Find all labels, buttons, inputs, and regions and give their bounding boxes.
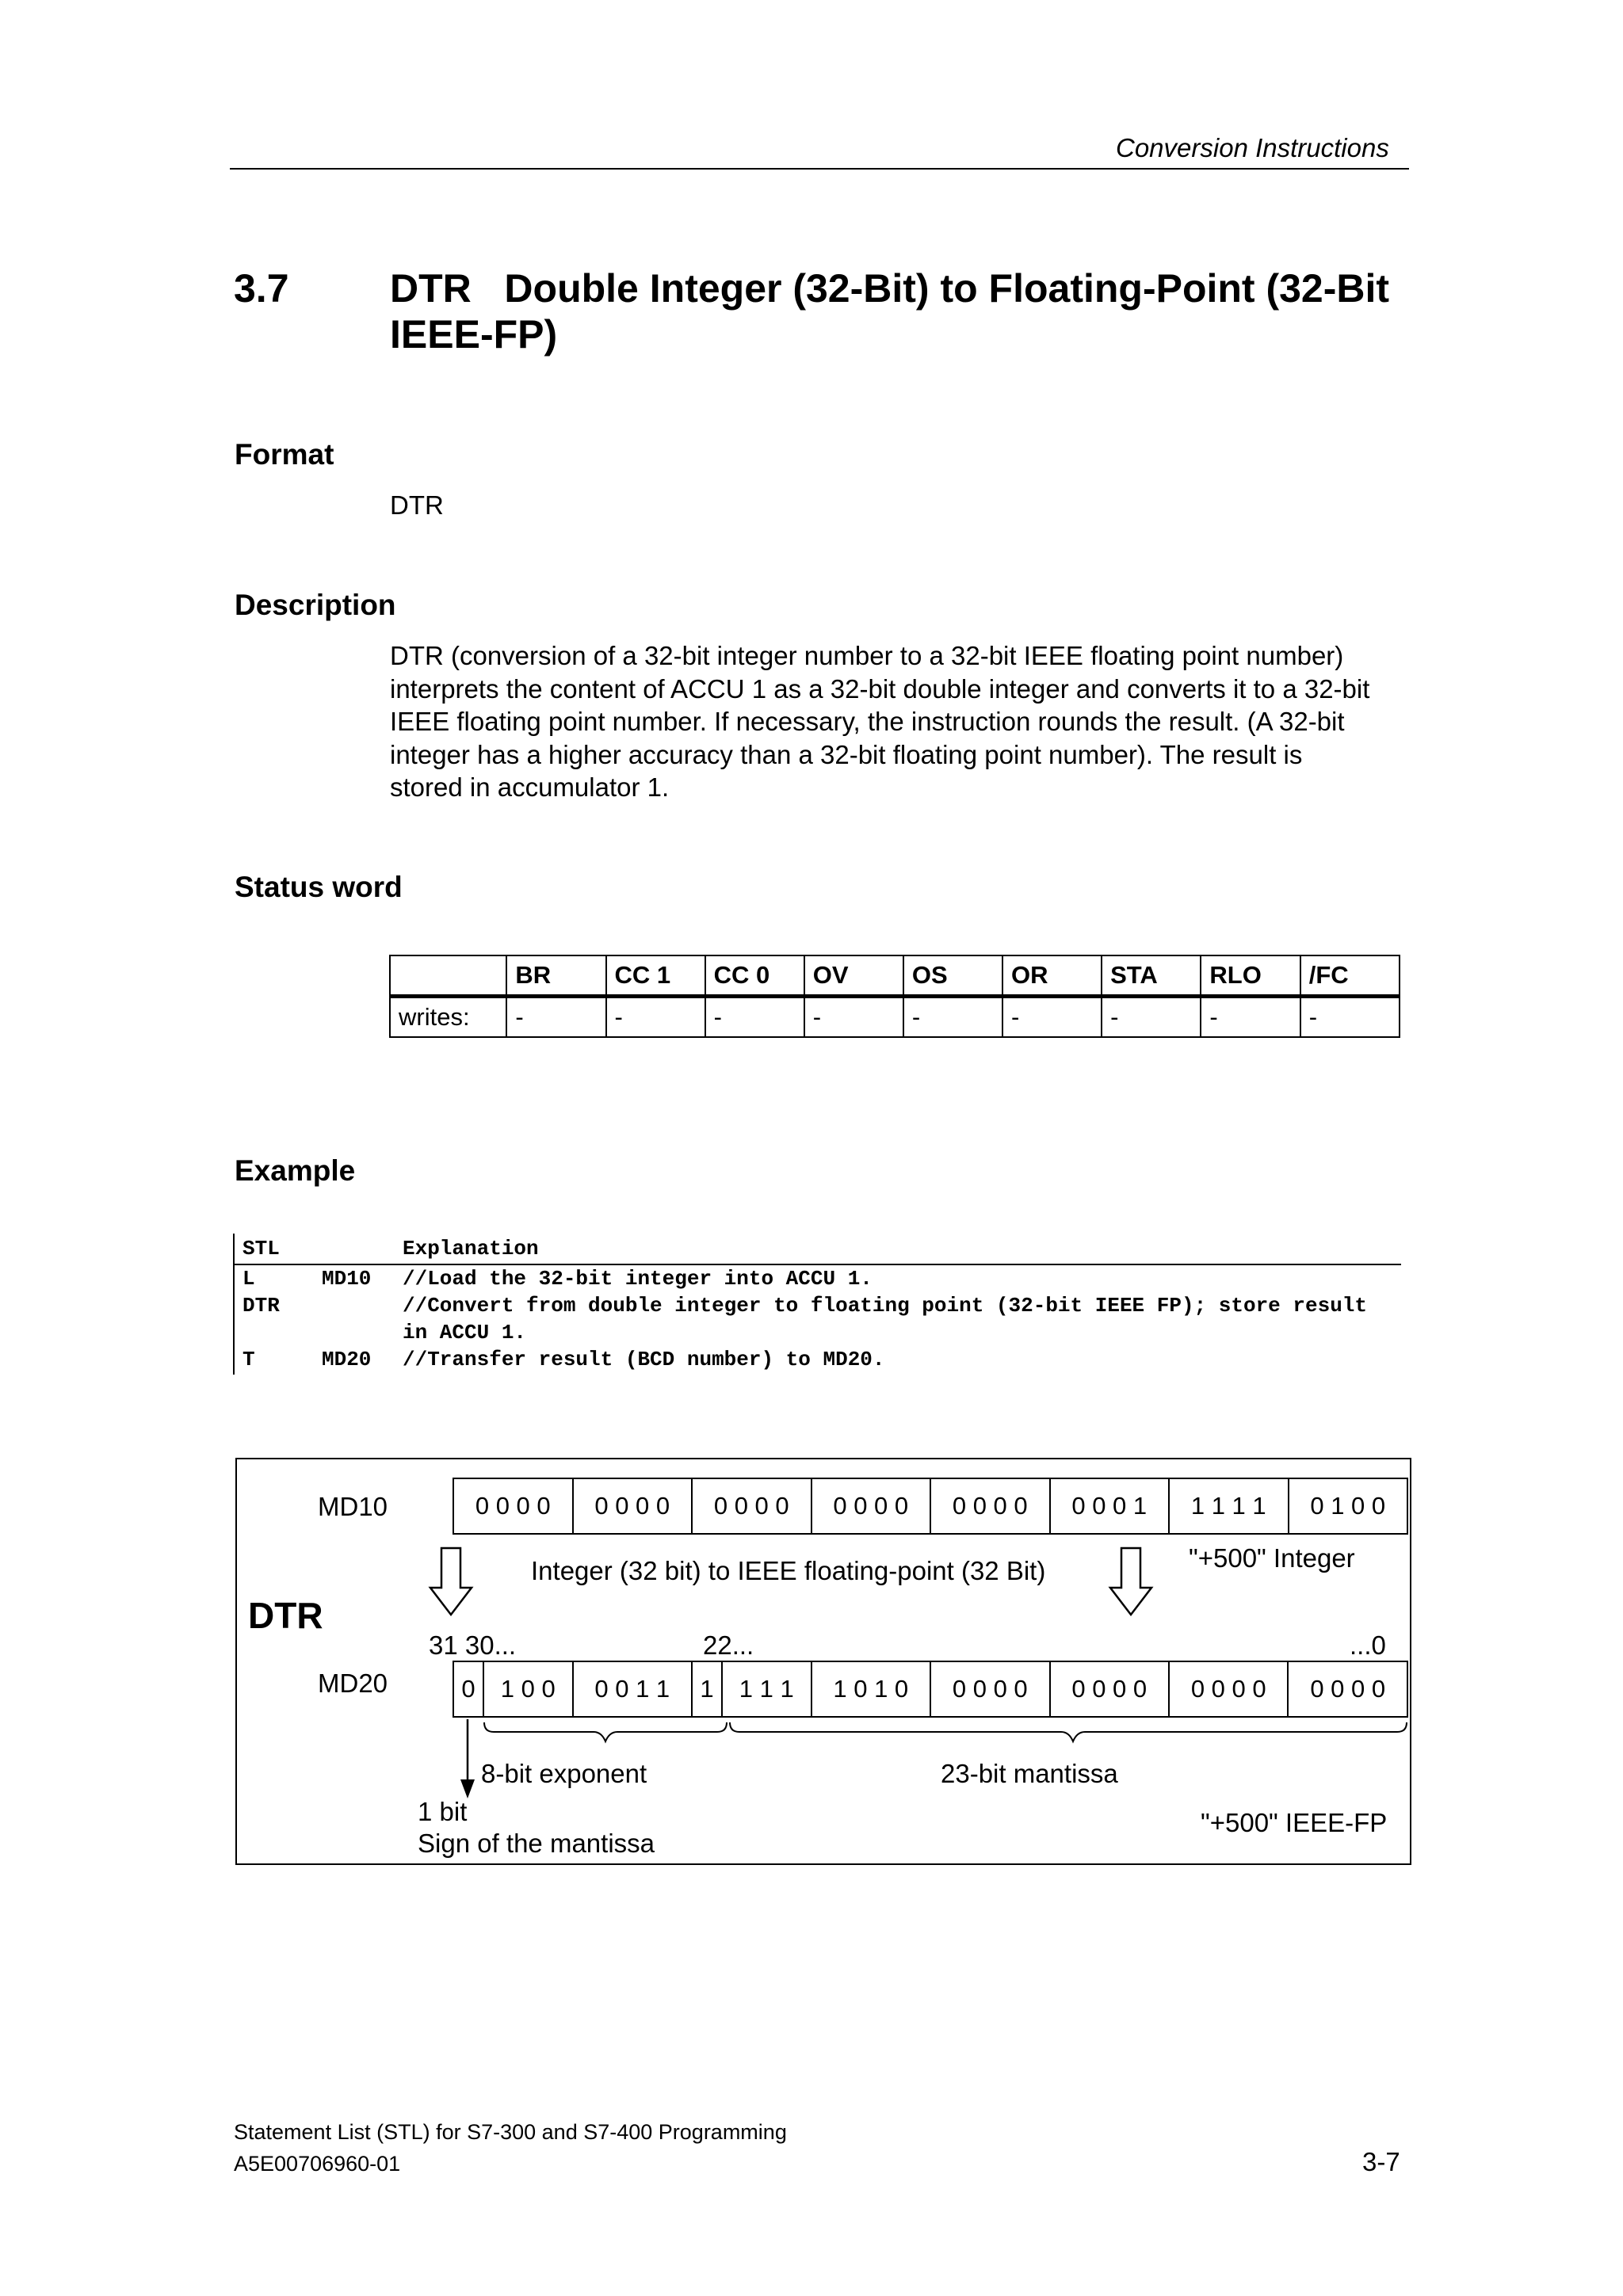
code-arg: MD20 bbox=[322, 1348, 372, 1371]
status-cell: - bbox=[705, 997, 804, 1038]
page-number: 3-7 bbox=[1362, 2147, 1400, 2176]
md20-nibble: 0 0 0 0 bbox=[1170, 1662, 1289, 1716]
format-heading: Format bbox=[235, 438, 334, 471]
code-op: L bbox=[242, 1267, 255, 1291]
section-title-line1: DTR Double Integer (32-Bit) to Floating-Point (32-Bit bbox=[390, 266, 1390, 311]
md10-nibble: 0 0 0 1 bbox=[1051, 1479, 1170, 1533]
status-word-header-row bbox=[390, 955, 1400, 997]
code-comment: //Load the 32-bit integer into ACCU 1. bbox=[403, 1267, 873, 1291]
description-line: IEEE floating point number. If necessary, the instruction rounds the result. (A 32-bit bbox=[390, 707, 1345, 736]
md20-nibble: 0 0 0 0 bbox=[1310, 1675, 1386, 1703]
code-op: DTR bbox=[242, 1294, 280, 1318]
code-comment: in ACCU 1. bbox=[403, 1321, 527, 1344]
integer-value-label: "+500" Integer bbox=[1189, 1543, 1355, 1573]
md20-bits bbox=[453, 1661, 1408, 1718]
description-line: interprets the content of ACCU 1 as a 32-bit double integer and converts it to a 32-bit bbox=[390, 673, 1370, 704]
conversion-diagram bbox=[235, 1458, 1411, 1865]
example-heading: Example bbox=[235, 1154, 356, 1187]
code-col-explanation: Explanation bbox=[403, 1237, 539, 1261]
status-col-header: OR bbox=[1002, 955, 1102, 997]
md10-nibble: 1 1 1 1 bbox=[1170, 1479, 1289, 1533]
md10-nibble: 0 1 0 0 bbox=[1310, 1492, 1386, 1520]
section-number: 3.7 bbox=[234, 266, 289, 311]
md20-nibble: 1 0 1 0 bbox=[812, 1662, 931, 1716]
status-col-header: RLO bbox=[1201, 955, 1300, 997]
down-arrow-icon bbox=[427, 1547, 475, 1618]
exponent-label: 8-bit exponent bbox=[481, 1759, 647, 1788]
sign-bit-label: 1 bit bbox=[418, 1797, 468, 1826]
status-cell: - bbox=[1201, 997, 1300, 1038]
status-col-header: CC 1 bbox=[606, 955, 705, 997]
status-col-header: OS bbox=[903, 955, 1002, 997]
md20-nibble: 0 0 1 1 bbox=[574, 1662, 693, 1716]
down-arrow-icon bbox=[1107, 1547, 1155, 1618]
status-col-header: CC 0 bbox=[705, 955, 804, 997]
example-code-table bbox=[233, 1234, 1401, 1376]
description-paragraph bbox=[390, 639, 1420, 804]
md20-sign-bit: 0 bbox=[454, 1662, 484, 1716]
status-cell: - bbox=[506, 997, 605, 1038]
status-col-header: STA bbox=[1102, 955, 1201, 997]
status-cell: - bbox=[1002, 997, 1102, 1038]
status-col-header: /FC bbox=[1300, 955, 1400, 997]
bit31-label: 31 30... bbox=[429, 1630, 517, 1660]
conversion-text: Integer (32 bit) to IEEE floating-point (32 Bit) bbox=[531, 1556, 1046, 1585]
status-cell: - bbox=[1300, 997, 1400, 1038]
code-comment: //Convert from double integer to floating point (32-bit IEEE FP); store result bbox=[403, 1294, 1367, 1318]
md20-nibble: 0 0 0 0 bbox=[931, 1662, 1050, 1716]
bit0-label: ...0 bbox=[1350, 1630, 1386, 1660]
status-cell: - bbox=[903, 997, 1002, 1038]
status-word-heading: Status word bbox=[235, 871, 403, 903]
code-left-rule bbox=[233, 1234, 235, 1375]
status-cell: - bbox=[1102, 997, 1201, 1038]
fp-value-label: "+500" IEEE-FP bbox=[1201, 1808, 1388, 1837]
md10-register bbox=[453, 1478, 1408, 1535]
status-word-table bbox=[389, 955, 1400, 1038]
status-col-header: BR bbox=[506, 955, 605, 997]
code-comment: //Transfer result (BCD number) to MD20. bbox=[403, 1348, 885, 1371]
status-cell: writes: bbox=[390, 997, 506, 1038]
status-col-header: OV bbox=[804, 955, 903, 997]
md10-label: MD10 bbox=[318, 1492, 388, 1521]
footer-document-number: A5E00706960-01 bbox=[234, 2152, 401, 2176]
code-col-stl: STL bbox=[242, 1237, 280, 1261]
md10-nibble: 0 0 0 0 bbox=[693, 1479, 812, 1533]
description-line: integer has a higher accuracy than a 32-bit floating point number). The result is bbox=[390, 739, 1303, 769]
description-heading: Description bbox=[235, 589, 396, 621]
status-cell: - bbox=[606, 997, 705, 1038]
md20-register bbox=[453, 1661, 1408, 1718]
footer-manual-title: Statement List (STL) for S7-300 and S7-400 Programming bbox=[234, 2120, 787, 2144]
md20-label: MD20 bbox=[318, 1669, 388, 1698]
code-op: T bbox=[242, 1348, 255, 1371]
description-line: stored in accumulator 1. bbox=[390, 772, 670, 802]
md10-nibble: 0 0 0 0 bbox=[574, 1479, 693, 1533]
status-word-writes-row bbox=[390, 997, 1400, 1038]
md10-bits bbox=[453, 1478, 1408, 1535]
status-col-header bbox=[390, 955, 506, 997]
md20-nibble: 1 1 1 bbox=[723, 1662, 812, 1716]
md20-nibble: 1 0 0 bbox=[484, 1662, 574, 1716]
header-rule bbox=[230, 168, 1409, 170]
md10-nibble: 0 0 0 0 bbox=[812, 1479, 932, 1533]
section-title-line2: IEEE-FP) bbox=[390, 312, 558, 357]
bit22-label: 22... bbox=[703, 1630, 754, 1660]
md20-nibble: 1 bbox=[693, 1662, 723, 1716]
md20-nibble: 0 0 0 0 bbox=[1051, 1662, 1170, 1716]
mantissa-label: 23-bit mantissa bbox=[941, 1759, 1118, 1788]
md10-nibble: 0 0 0 0 bbox=[454, 1479, 574, 1533]
status-cell: - bbox=[804, 997, 903, 1038]
format-text: DTR bbox=[390, 490, 444, 520]
sign-description-label: Sign of the mantissa bbox=[418, 1829, 655, 1858]
md10-nibble: 0 0 0 0 bbox=[931, 1479, 1051, 1533]
description-line: DTR (conversion of a 32-bit integer number to a 32-bit IEEE floating point number) bbox=[390, 641, 1344, 670]
code-arg: MD10 bbox=[322, 1267, 372, 1291]
running-header: Conversion Instructions bbox=[1116, 133, 1389, 162]
dtr-label: DTR bbox=[248, 1595, 323, 1636]
